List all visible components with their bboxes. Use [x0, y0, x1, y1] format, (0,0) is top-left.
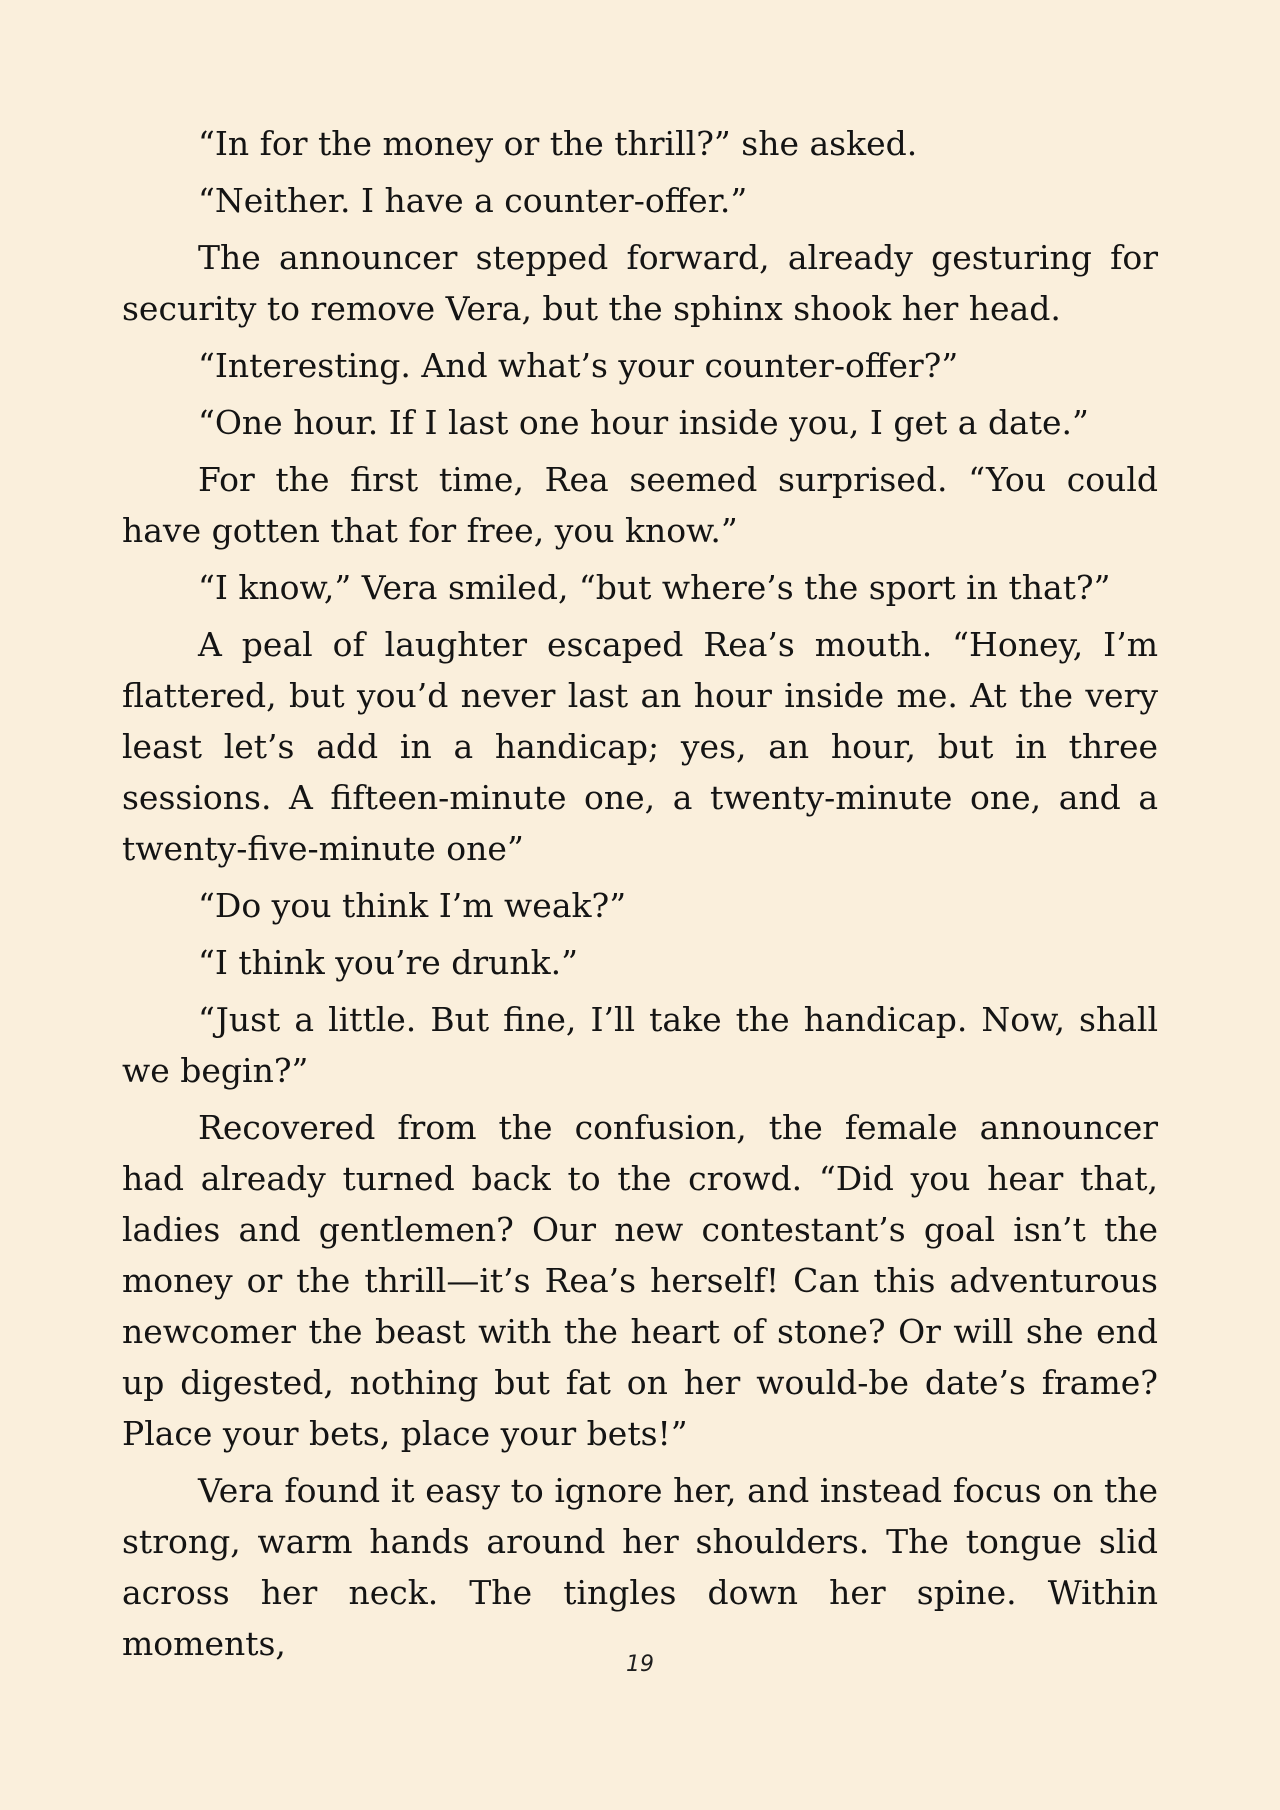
paragraph: “One hour. If I last one hour inside you, I get a date.” — [198, 403, 1089, 442]
paragraph: “In for the money or the thrill?” she asked. — [198, 124, 918, 163]
paragraph: “Just a little. But fine, I’ll take the handicap. Now, shall we begin?” — [122, 1000, 1158, 1090]
paragraph: “I think you’re drunk.” — [198, 943, 579, 982]
paragraph: The announcer stepped forward, already gesturing for security to remove Vera, but the sphinx shook her head. — [122, 238, 1158, 328]
paragraph: “Interesting. And what’s your counter-offer?” — [198, 346, 959, 385]
paragraph: “Do you think I’m weak?” — [198, 886, 627, 925]
paragraph: For the first time, Rea seemed surprised. “You could have gotten that for free, you know.” — [122, 460, 1158, 550]
paragraph: Recovered from the confusion, the female announcer had already turned back to the crowd. “Did you hear that, ladies and gentlemen? Our new contestant’s goal isn’t the money or the thrill—it’s Rea’s herself! Can this adventurous newcomer the beast with the heart of stone? Or will she end up digested, nothing but fat on her would-be date’s frame? Place your bets, place your bets!” — [122, 1108, 1158, 1453]
paragraph: “I know,” Vera smiled, “but where’s the sport in that?” — [198, 568, 1111, 607]
body-text — [122, 118, 1158, 1675]
paragraph: “Neither. I have a counter-offer.” — [198, 181, 748, 220]
paragraph: Vera found it easy to ignore her, and instead focus on the strong, warm hands around her shoulders. The tongue slid across her neck. The tingles down her spine. Within moments, — [122, 1471, 1158, 1663]
page-number: 19 — [626, 1652, 654, 1677]
paragraph: A peal of laughter escaped Rea’s mouth. “Honey, I’m flattered, but you’d never last an hour inside me. At the very least let’s add in a handicap; yes, an hour, but in three sessions. A fifteen-minute one, a twenty-minute one, and a twenty-five-minute one” — [122, 625, 1158, 868]
